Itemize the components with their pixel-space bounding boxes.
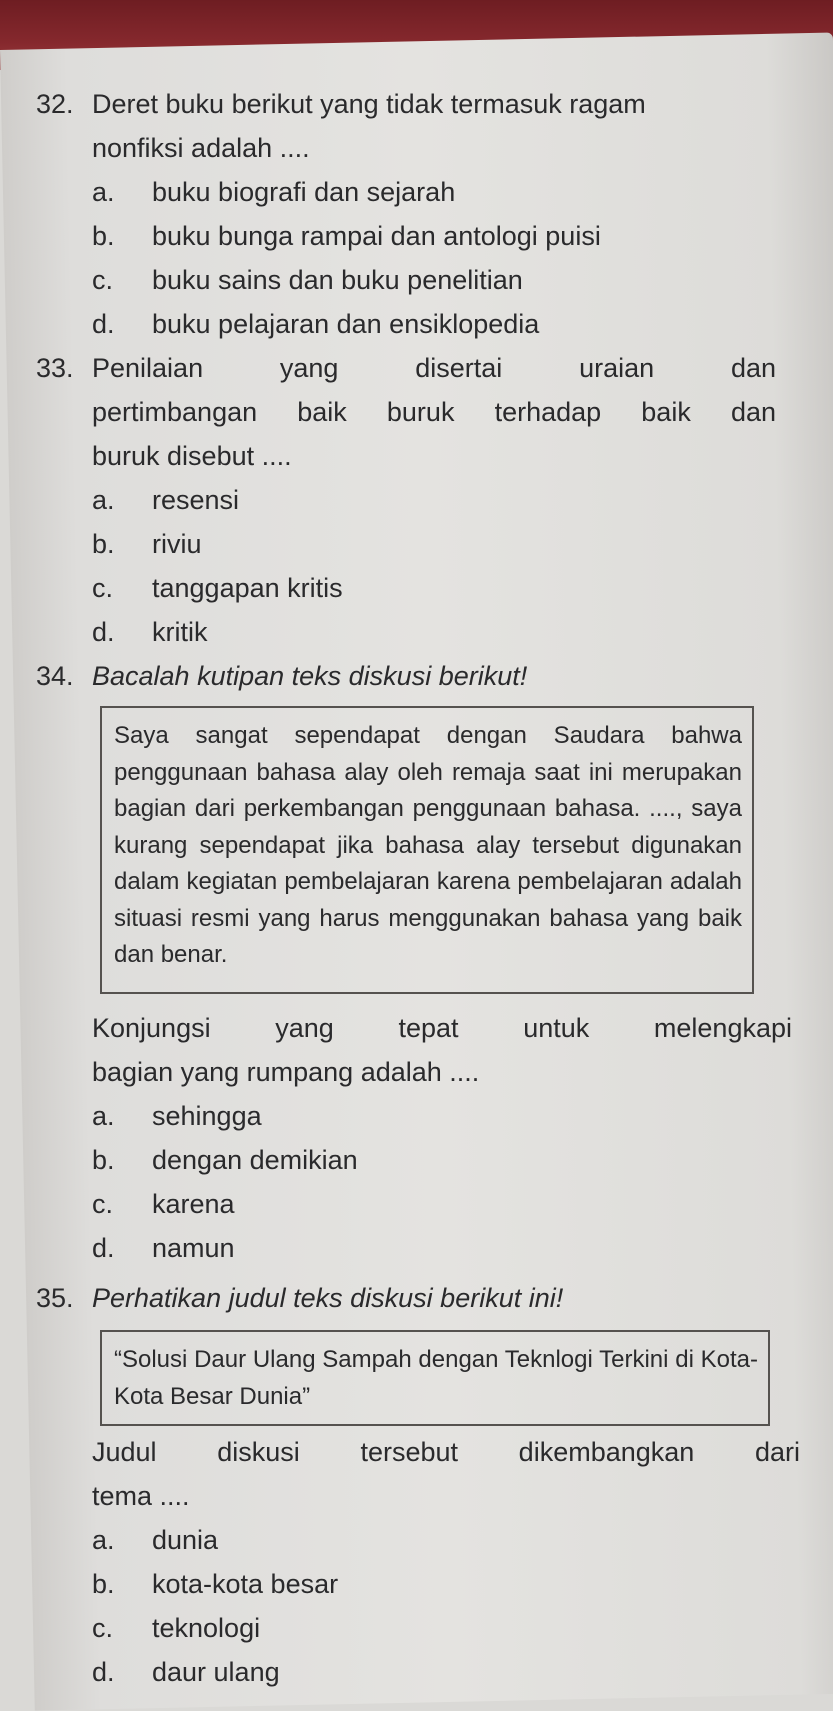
option-32c[interactable]: c. buku sains dan buku penelitian xyxy=(92,265,523,295)
option-33d[interactable]: d. kritik xyxy=(92,617,208,647)
option-34b[interactable]: b. dengan demikian xyxy=(92,1145,358,1175)
option-34a[interactable]: a. sehingga xyxy=(92,1101,262,1131)
question-stem-line: Perhatikan judul teks diskusi berikut ini! xyxy=(92,1283,564,1313)
question-number: 33. xyxy=(36,353,74,383)
question-prompt-line: tema .... xyxy=(92,1481,190,1511)
question-34 xyxy=(36,654,796,698)
question-34-prompt xyxy=(92,1006,792,1094)
question-prompt-line: Konjungsi yang tepat untuk melengkapi xyxy=(92,1013,792,1043)
option-35c[interactable]: c. teknologi xyxy=(92,1613,261,1643)
question-stem-line: Bacalah kutipan teks diskusi berikut! xyxy=(92,661,528,691)
option-35a[interactable]: a. dunia xyxy=(92,1525,219,1555)
question-prompt-line: bagian yang rumpang adalah .... xyxy=(92,1057,480,1087)
question-32 xyxy=(36,82,796,170)
option-34c[interactable]: c. karena xyxy=(92,1189,235,1219)
question-35 xyxy=(36,1276,796,1320)
option-34d[interactable]: d. namun xyxy=(92,1233,235,1263)
question-stem-line: buruk disebut .... xyxy=(92,441,292,471)
discussion-title-text: “Solusi Daur Ulang Sampah dengan Teknlogi Terkini di Kota-Kota Besar Dunia” xyxy=(114,1346,758,1410)
question-33 xyxy=(36,346,776,478)
option-35d[interactable]: d. daur ulang xyxy=(92,1657,280,1687)
option-33a[interactable]: a. resensi xyxy=(92,485,240,515)
discussion-excerpt-text: Saya sangat sependapat dengan Saudara bahwa penggunaan bahasa alay oleh remaja saat ini merupakan bagian dari perkembangan penggunaan bahasa. ...., saya kurang sependapat jika bahasa alay tersebut digunakan dalam kegiatan pembelajaran karena pembelajaran adalah situasi resmi yang harus menggunakan bahasa yang baik dan benar. xyxy=(114,722,742,968)
question-prompt-line: Judul diskusi tersebut dikembangkan dari xyxy=(92,1437,800,1467)
discussion-excerpt-box xyxy=(100,706,754,994)
option-33c[interactable]: c. tanggapan kritis xyxy=(92,573,343,603)
option-32b[interactable]: b. buku bunga rampai dan antologi puisi xyxy=(92,221,601,251)
option-35b[interactable]: b. kota-kota besar xyxy=(92,1569,339,1599)
question-35-prompt xyxy=(92,1430,800,1518)
question-number: 35. xyxy=(36,1283,74,1313)
option-33b[interactable]: b. riviu xyxy=(92,529,202,559)
question-stem-line: Penilaian yang disertai uraian dan xyxy=(92,353,776,383)
option-32a[interactable]: a. buku biografi dan sejarah xyxy=(92,177,456,207)
question-stem-line: Deret buku berikut yang tidak termasuk ragam xyxy=(92,89,646,119)
question-number: 32. xyxy=(36,89,74,119)
question-stem-line: nonfiksi adalah .... xyxy=(92,133,310,163)
question-stem-line: pertimbangan baik buruk terhadap baik dan xyxy=(92,397,776,427)
discussion-title-box xyxy=(100,1330,770,1426)
question-number: 34. xyxy=(36,661,74,691)
option-32d[interactable]: d. buku pelajaran dan ensiklopedia xyxy=(92,309,540,339)
